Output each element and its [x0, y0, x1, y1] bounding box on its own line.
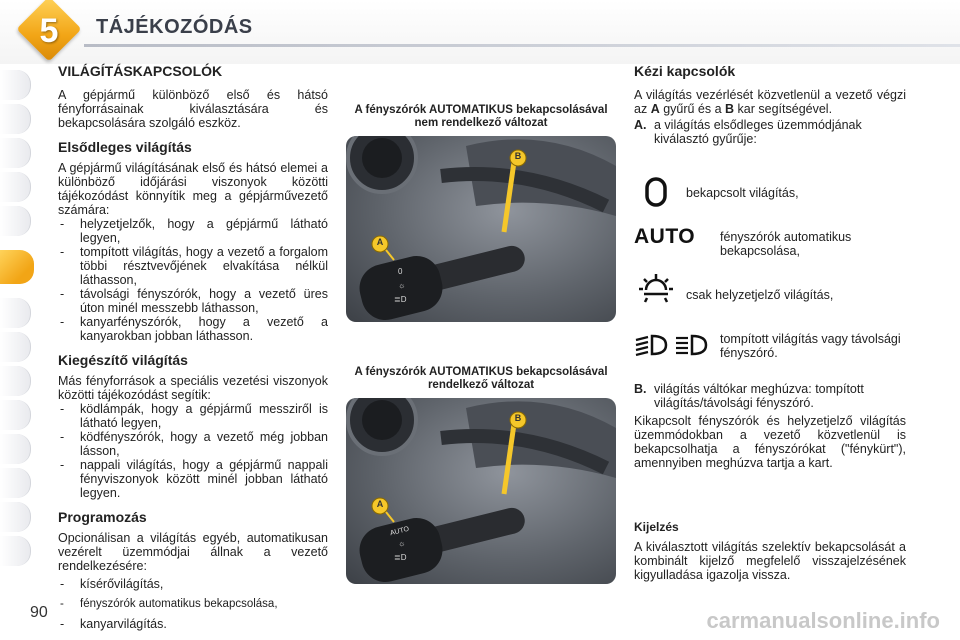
svg-text:≣D: ≣D: [394, 553, 407, 562]
auto-text-icon: AUTO: [634, 225, 696, 248]
chapter-tab-5[interactable]: [0, 206, 31, 236]
list-item: - kanyarfényszórók, hogy a vezető a kanyarokban jobban láthasson.: [58, 315, 328, 343]
item-b-label: B.: [634, 382, 647, 396]
chapter-tab-10[interactable]: [0, 400, 31, 430]
symbol-row-on: [634, 176, 914, 210]
label-b-top: B: [514, 151, 522, 161]
list-item: - nappali világítás, hogy a gépjármű nappali fényviszonyok között minél jobban látható legyen.: [58, 458, 328, 500]
photo-caption-top: A fényszórók AUTOMATIKUS bekapcsolásával nem rendelkező változat: [354, 104, 608, 129]
list-item: - tompított világítás, hogy a vezető a forgalom többi résztvevőjének elvakítása nélkül láthasson,: [58, 245, 328, 287]
svg-text:☼: ☼: [398, 539, 406, 548]
intro-paragraph: A gépjármű különböző első és hátsó fényforrásainak kiválasztására és bekapcsolására szolgáló eszköz.: [58, 88, 328, 130]
item-a-text: a világítás elsődleges üzemmódjának kiválasztó gyűrűje:: [654, 118, 862, 146]
watermark: carmanualsonline.info: [706, 608, 940, 633]
symbol-text-sidelight: csak helyzetjelző világítás,: [686, 288, 834, 302]
label-a-bottom: A: [376, 499, 384, 509]
chapter-tab-14[interactable]: [0, 536, 31, 566]
chapter-tab-8[interactable]: [0, 332, 31, 362]
supplementary-text: Más fényforrások a speciális vezetési viszonyok közötti tájékozódást segítik:: [58, 374, 328, 402]
supplementary-heading: Kiegészítő világítás: [58, 352, 188, 368]
manual-controls-heading: Kézi kapcsolók: [634, 63, 736, 79]
chapter-tab-13[interactable]: [0, 502, 31, 532]
item-b: [634, 382, 906, 410]
chapter-number: 5: [39, 11, 59, 50]
supplementary-list: [58, 402, 328, 500]
svg-text:0: 0: [398, 267, 403, 276]
sidelight-icon: [638, 272, 674, 304]
left-column: [58, 64, 328, 631]
list-item: - ködlámpák, hogy a gépjármű messziről is látható legyen,: [58, 402, 328, 430]
list-item: - ködfényszórók, hogy a vezető még jobban lásson,: [58, 430, 328, 458]
primary-heading: Elsődleges világítás: [58, 139, 192, 155]
item-a: [634, 118, 906, 146]
primary-list: [58, 217, 328, 343]
list-item: - kanyarvilágítás.: [58, 617, 328, 631]
svg-text:≣D: ≣D: [394, 295, 407, 304]
dial-auto-label: AUTO: [389, 525, 410, 538]
symbol-row-auto: [634, 225, 914, 268]
item-a-label: A.: [634, 118, 647, 132]
label-b-bottom: B: [514, 413, 522, 423]
manual-intro: A világítás vezérlését közvetlenül a vezető végzi az A gyűrű és a B kar segítségével.: [634, 88, 906, 116]
chapter-tab-1[interactable]: [0, 70, 31, 100]
page-title: TÁJÉKOZÓDÁS: [96, 16, 253, 38]
header-rule: [84, 44, 960, 47]
stalk-illustration-manual: [346, 136, 616, 322]
chapter-tab-4[interactable]: [0, 172, 31, 202]
photo-caption-bottom: A fényszórók AUTOMATIKUS bekapcsolásával rendelkező változat: [354, 366, 608, 391]
display-heading: Kijelzés: [634, 520, 679, 534]
chapter-tab-2[interactable]: [0, 104, 31, 134]
list-item: - fényszórók automatikus bekapcsolása,: [58, 597, 328, 611]
display-text: A kiválasztott világítás szelektív bekapcsolását a kombinált kijelző megfelelő visszajelzésének kigyulladása igazolja vissza.: [634, 540, 906, 582]
list-item: - helyzetjelzők, hogy a gépjármű látható legyen,: [58, 217, 328, 245]
main-beam-icon: [674, 334, 710, 356]
chapter-tab-3[interactable]: [0, 138, 31, 168]
primary-text: A gépjármű világításának első és hátsó elemei a különböző időjárási viszonyok közötti tájékozódást könnyítik meg a gépjárművezető számára:: [58, 161, 328, 217]
chapter-tab-12[interactable]: [0, 468, 31, 498]
symbol-text-headlamp: tompított világítás vagy távolsági fényszóró.: [720, 332, 901, 360]
label-a-top: A: [376, 237, 384, 247]
item-b-text: világítás váltókar meghúzva: tompított világítás/távolsági fényszóró.: [654, 382, 864, 410]
svg-text:☼: ☼: [398, 281, 406, 290]
programming-list: [58, 577, 328, 631]
chapter-tab-9[interactable]: [0, 366, 31, 396]
stalk-photo-manual: [346, 136, 616, 322]
programming-heading: Programozás: [58, 509, 147, 525]
list-item: - távolsági fényszórók, hogy a vezető üres úton minél messzebb láthasson,: [58, 287, 328, 315]
programming-text: Opcionálisan a világítás egyéb, automatikusan vezérelt üzemmódjai állnak a vezető rendelkezésére:: [58, 531, 328, 573]
display-section: [634, 520, 906, 582]
right-column-bottom: [634, 382, 906, 470]
symbol-text-auto: fényszórók automatikus bekapcsolása,: [720, 230, 852, 258]
right-column-top: [634, 64, 906, 146]
list-item: - kísérővilágítás,: [58, 577, 328, 591]
off-ring-icon: [644, 176, 668, 208]
dipped-beam-icon: [634, 334, 670, 356]
symbol-row-headlamp: [634, 330, 914, 366]
flash-paragraph: Kikapcsolt fényszórók és helyzetjelző világítás üzemmódokban a vezető közvetlenül is bekapcsolhatja a fényszórókat ("fénykürt"), amennyiben meghúzva tartja a kart.: [634, 414, 906, 470]
stalk-illustration-auto: [346, 398, 616, 584]
chapter-tab-7[interactable]: [0, 298, 31, 328]
page-number: 90: [30, 604, 48, 621]
section-title: VILÁGÍTÁSKAPCSOLÓK: [58, 63, 223, 79]
stalk-photo-auto: [346, 398, 616, 584]
symbol-row-sidelight: [634, 272, 914, 308]
symbol-text-on: bekapcsolt világítás,: [686, 186, 799, 200]
chapter-tab-11[interactable]: [0, 434, 31, 464]
chapter-tab-6-active[interactable]: [0, 250, 34, 284]
